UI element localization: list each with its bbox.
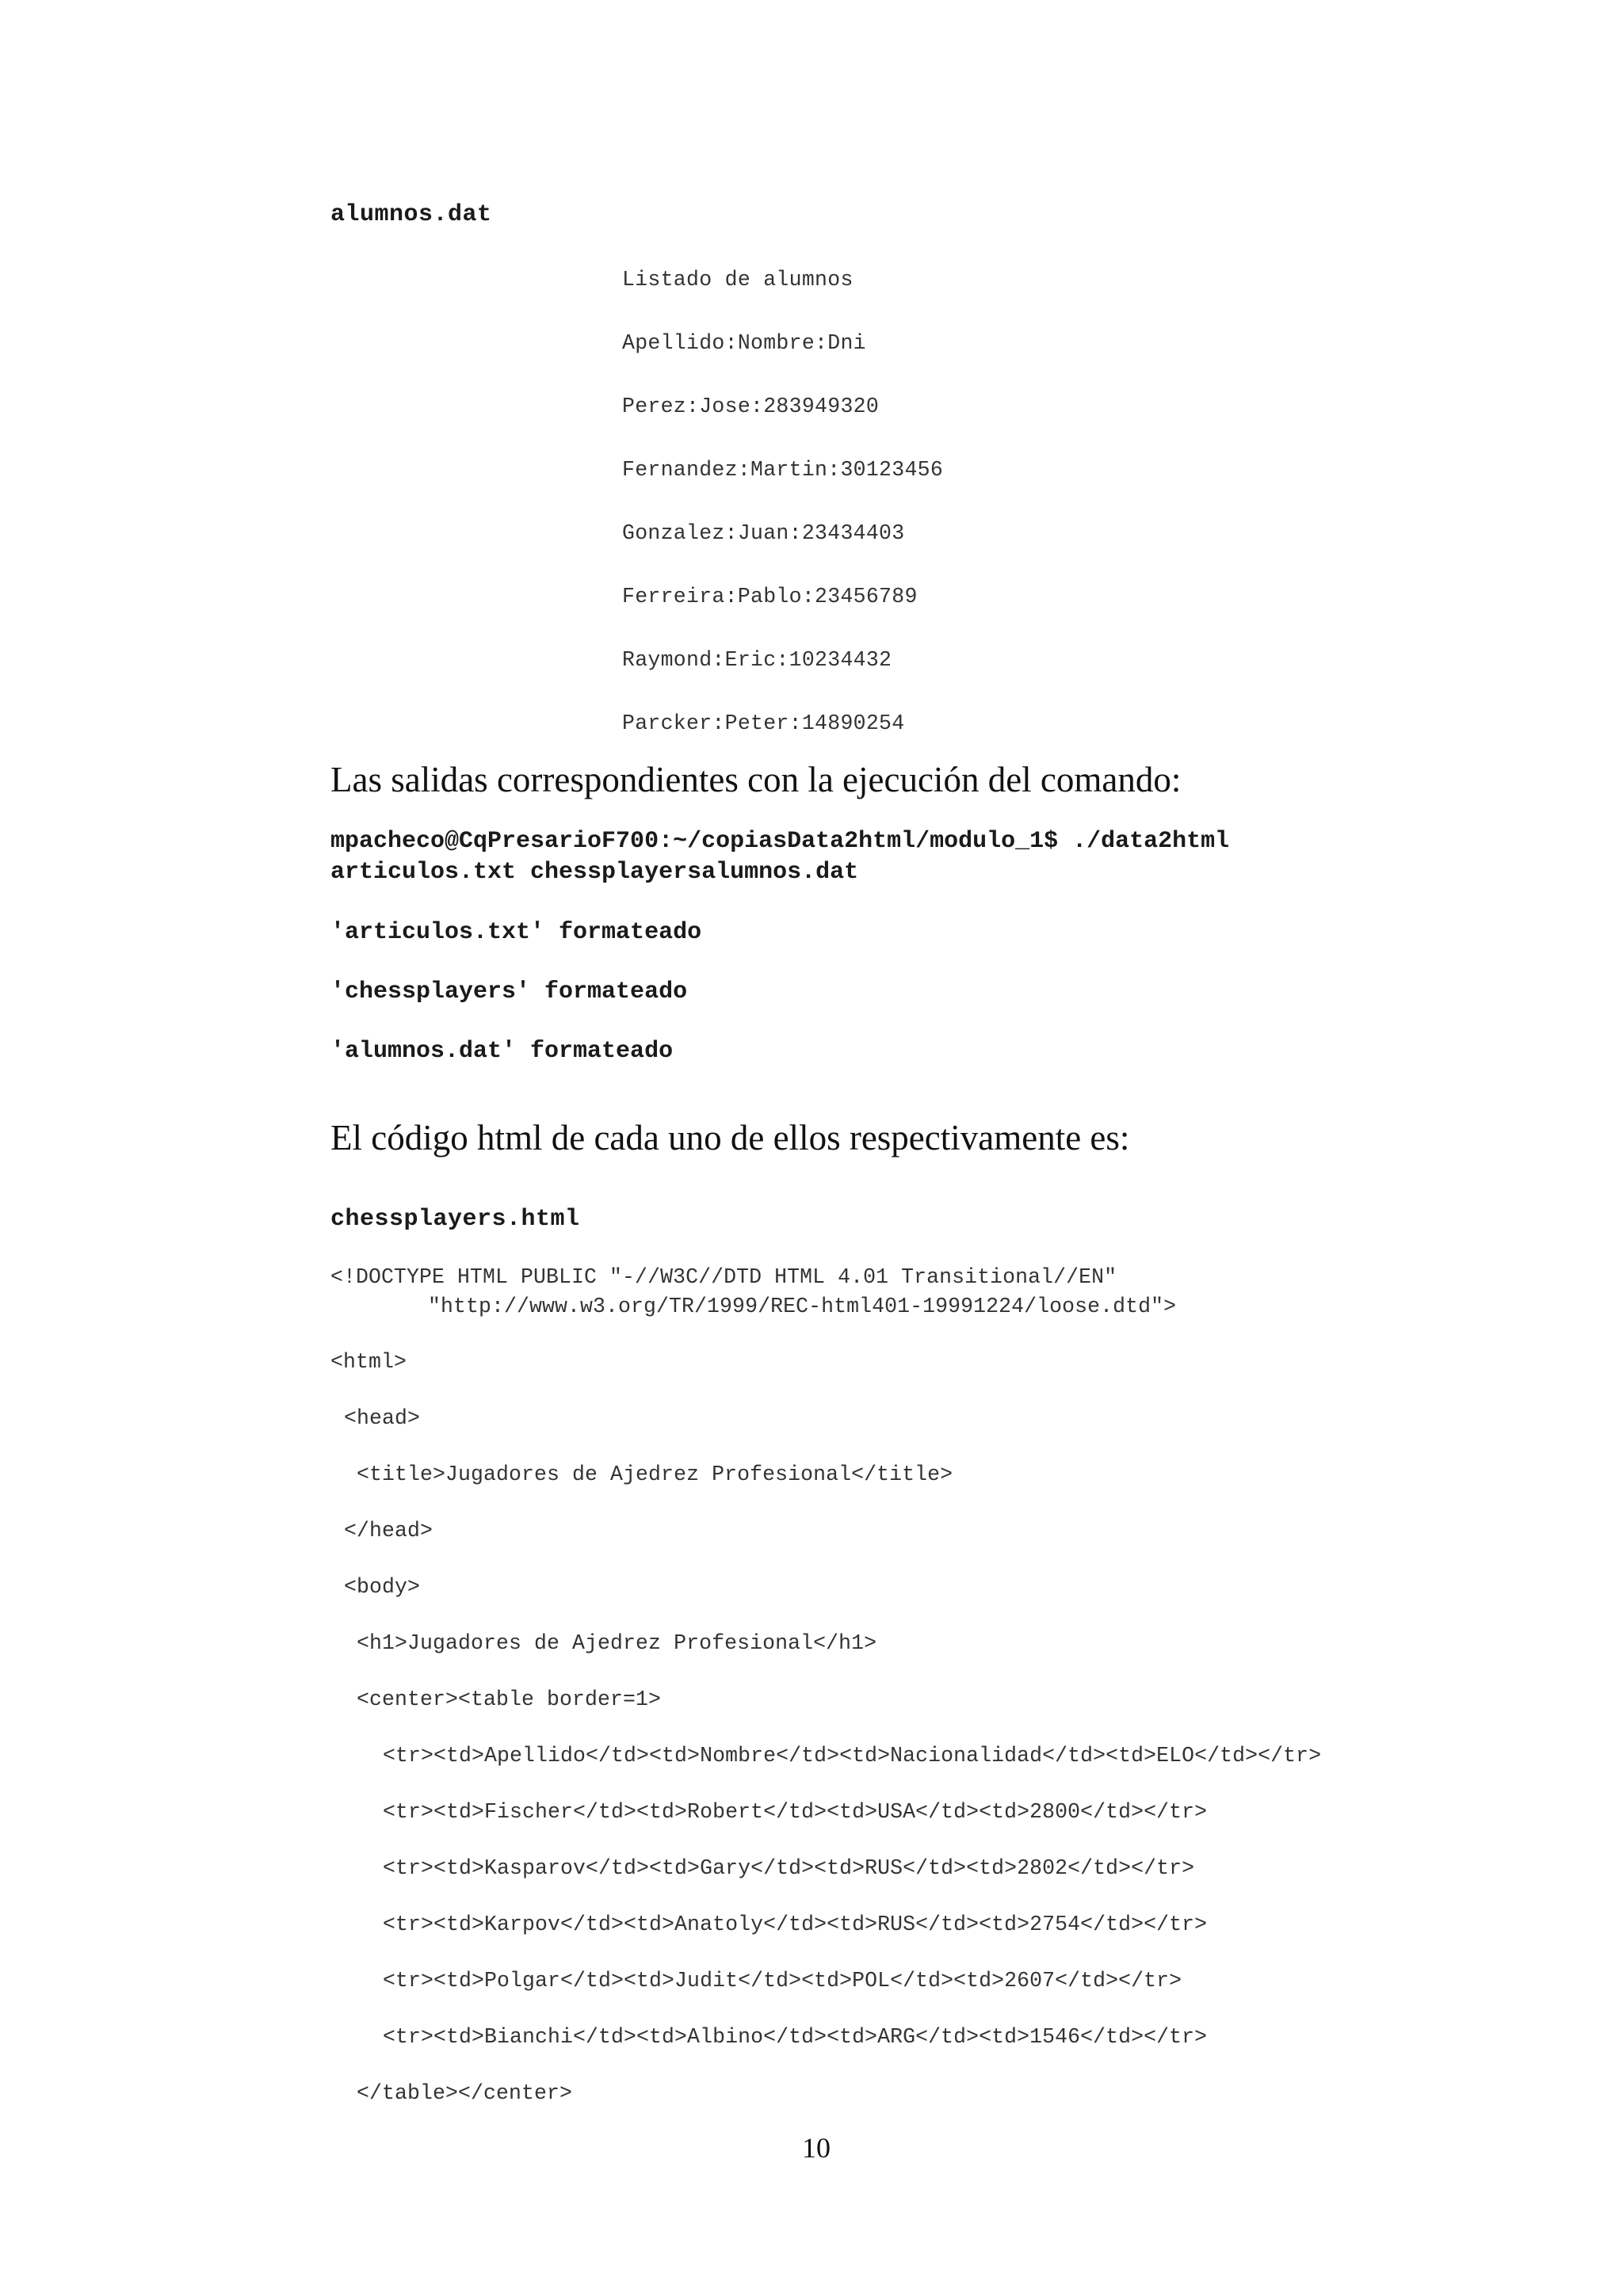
listing-line: Listado de alumnos xyxy=(622,268,854,292)
code-line: <title>Jugadores de Ajedrez Profesional</title> xyxy=(357,1463,953,1486)
code-line: </head> xyxy=(344,1519,433,1543)
section-heading: Las salidas correspondientes con la ejecución del comando: xyxy=(330,760,1182,799)
code-line: <center><table border=1> xyxy=(357,1688,662,1711)
page-number: 10 xyxy=(802,2132,831,2164)
code-line: <body> xyxy=(344,1575,421,1599)
code-line: <head> xyxy=(344,1406,421,1430)
command-args: articulos.txt chessplayers xyxy=(330,859,702,886)
listing-line: Ferreira:Pablo:23456789 xyxy=(622,585,918,608)
file-title-alumnos: alumnos.dat xyxy=(330,201,492,228)
code-line: <tr><td>Kasparov</td><td>Gary</td><td>RUS</td><td>2802</td></tr> xyxy=(383,1856,1195,1880)
listing-line: Perez:Jose:283949320 xyxy=(622,395,880,418)
command-line: mpacheco@CqPresarioF700:~/copiasData2html/modulo_1$ ./data2html xyxy=(330,828,1230,855)
file-title-chessplayers: chessplayers.html xyxy=(330,1206,580,1233)
code-line: <h1>Jugadores de Ajedrez Profesional</h1> xyxy=(357,1631,877,1655)
code-line: <html> xyxy=(330,1350,407,1374)
code-line: <tr><td>Karpov</td><td>Anatoly</td><td>RUS</td><td>2754</td></tr> xyxy=(383,1913,1208,1936)
code-line: </table></center> xyxy=(357,2081,573,2105)
listing-line: Raymond:Eric:10234432 xyxy=(622,648,892,672)
code-line: <tr><td>Fischer</td><td>Robert</td><td>USA</td><td>2800</td></tr> xyxy=(383,1800,1208,1824)
output-line: 'alumnos.dat' formateado xyxy=(330,1038,674,1065)
code-line: <tr><td>Polgar</td><td>Judit</td><td>POL</td><td>2607</td></tr> xyxy=(383,1969,1182,1993)
output-line: 'articulos.txt' formateado xyxy=(330,919,702,946)
code-line: <tr><td>Bianchi</td><td>Albino</td><td>ARG</td><td>1546</td></tr> xyxy=(383,2025,1208,2049)
command-arg-last: alumnos.dat xyxy=(701,859,859,886)
listing-line: Apellido:Nombre:Dni xyxy=(622,331,866,355)
command-line-continued xyxy=(330,859,858,886)
listing-line: Parcker:Peter:14890254 xyxy=(622,711,905,735)
code-line-doctype-url: "http://www.w3.org/TR/1999/REC-html401-19991224/loose.dtd"> xyxy=(428,1295,1177,1318)
listing-line: Fernandez:Martin:30123456 xyxy=(622,458,944,482)
code-line: <tr><td>Apellido</td><td>Nombre</td><td>Nacionalidad</td><td>ELO</td></tr> xyxy=(383,1744,1322,1768)
section-heading: El código html de cada uno de ellos respectivamente es: xyxy=(330,1118,1130,1158)
output-line: 'chessplayers' formateado xyxy=(330,978,688,1005)
code-line-doctype: <!DOCTYPE HTML PUBLIC "-//W3C//DTD HTML 4.01 Transitional//EN" xyxy=(330,1265,1117,1289)
listing-line: Gonzalez:Juan:23434403 xyxy=(622,521,905,545)
